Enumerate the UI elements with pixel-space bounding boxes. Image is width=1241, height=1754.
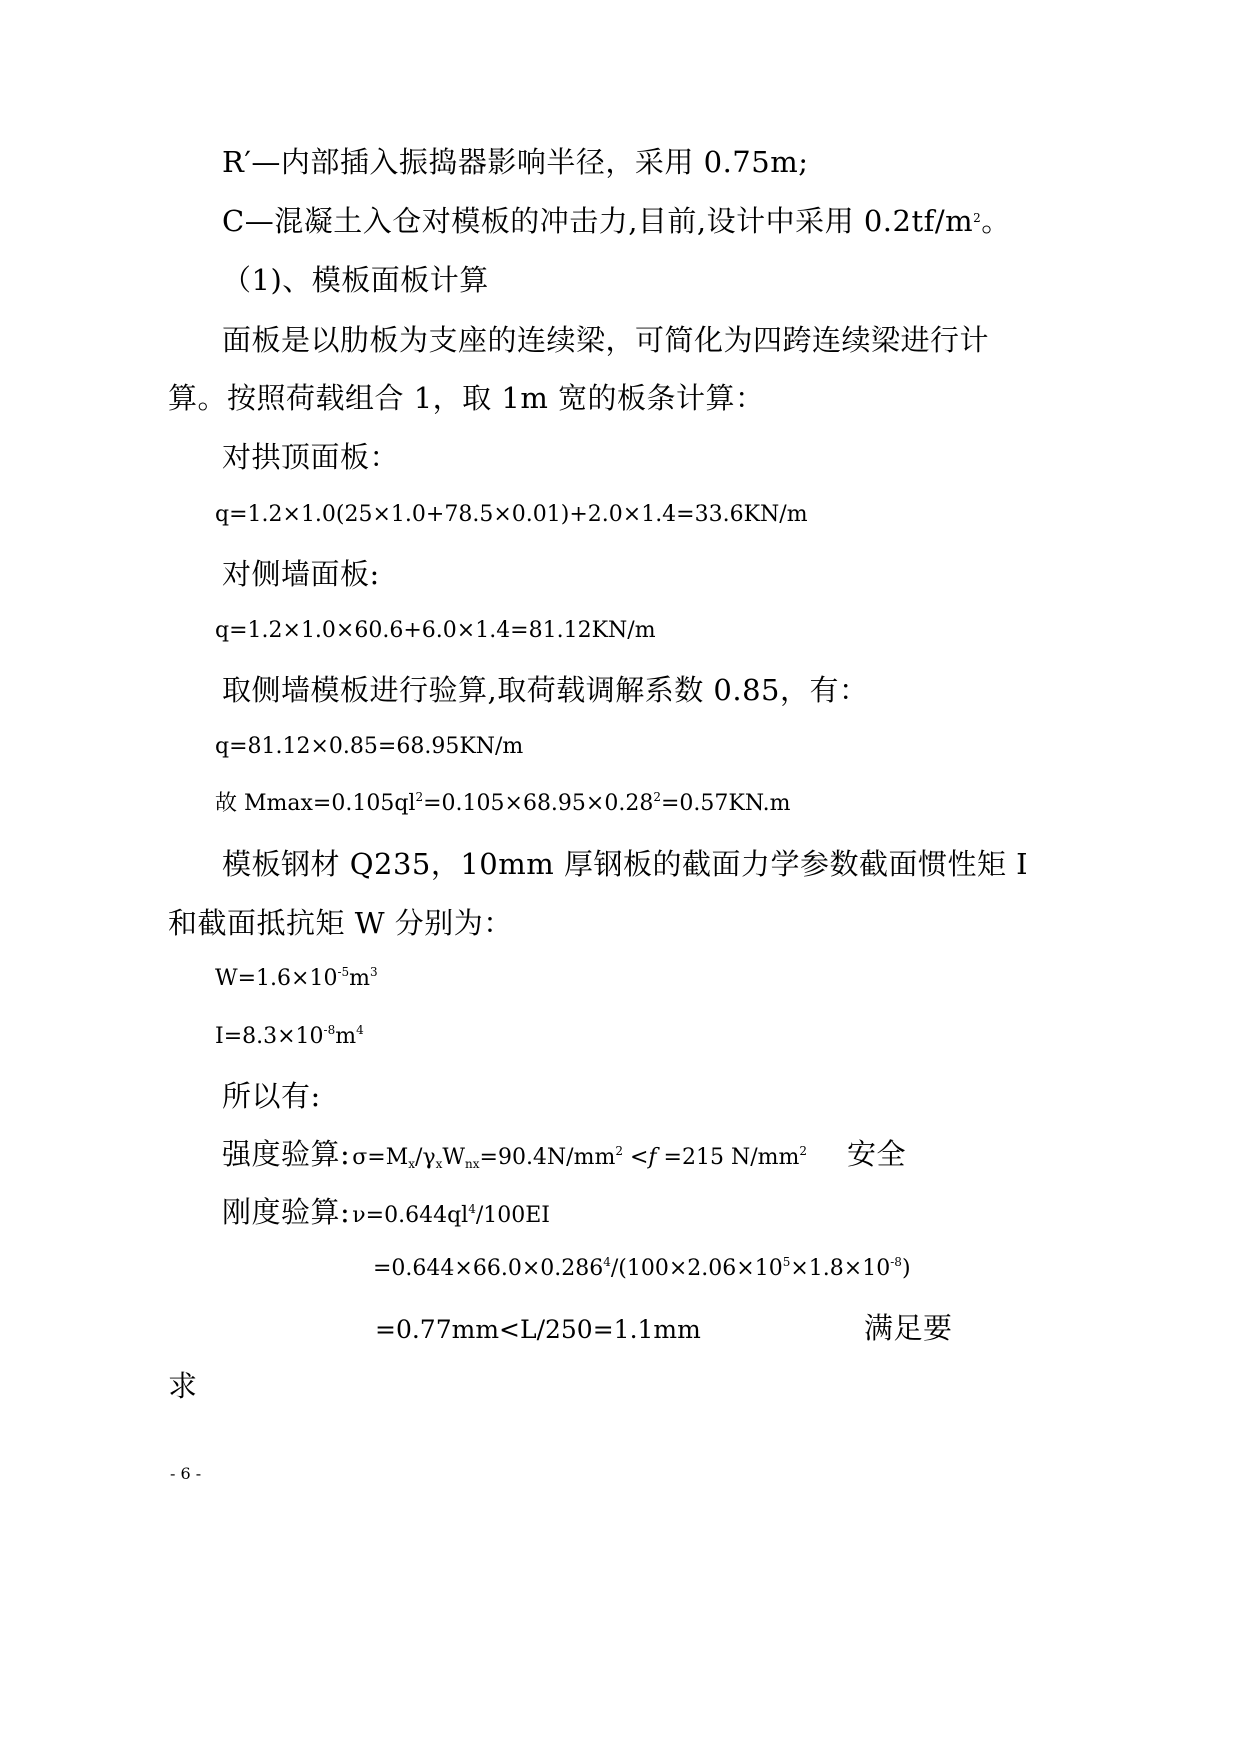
stiffness-calc-part-c: ×1.8×10 xyxy=(790,1256,891,1281)
strength-check-label: 强度验算: xyxy=(222,1137,351,1171)
stiffness-calculation xyxy=(373,1255,911,1281)
equation-max-moment-sup-2: 2 xyxy=(653,790,661,804)
strength-sub-3: nx xyxy=(465,1157,480,1171)
page-number xyxy=(170,1466,201,1482)
stiffness-result xyxy=(375,1317,701,1342)
paragraph-2-line-2-text: 和截面抵抗矩 W 分别为： xyxy=(168,906,513,940)
equation-section-modulus xyxy=(215,965,378,991)
equation-i-part-1: I=8.3×10 xyxy=(215,1024,324,1049)
page-number-text: - 6 - xyxy=(170,1464,202,1483)
stiffness-calc-sup-1: 4 xyxy=(603,1255,611,1269)
stiffness-calc-sup-2: 5 xyxy=(782,1255,791,1269)
equation-i-sup-1: -8 xyxy=(323,1023,336,1037)
equation-w-part-2: m xyxy=(349,966,371,991)
equation-adjusted-load-text: q=81.12×0.85=68.95KN/m xyxy=(215,734,524,759)
check-description xyxy=(222,673,869,707)
meets-requirement-text: 满足要 xyxy=(864,1311,953,1345)
strength-part-e: < xyxy=(622,1145,649,1170)
meets-requirement-continued xyxy=(168,1369,198,1403)
paragraph-1-line-1 xyxy=(222,323,990,357)
stiffness-check xyxy=(222,1195,550,1229)
section-heading-text: （1)、模板面板计算 xyxy=(222,263,489,297)
equation-w-sup-1: -5 xyxy=(337,965,350,979)
arch-panel-label xyxy=(222,440,400,474)
equation-side-load xyxy=(215,620,656,642)
equation-w-part-1: W=1.6×10 xyxy=(215,966,338,991)
strength-sub-2: x xyxy=(435,1157,443,1171)
stiffness-check-label: 刚度验算: xyxy=(222,1195,351,1229)
strength-f-symbol: f xyxy=(648,1145,657,1170)
equation-arch-load xyxy=(215,504,808,526)
stiffness-part-a: ν=0.644ql xyxy=(352,1203,469,1228)
strength-sup-1: 2 xyxy=(615,1144,623,1158)
equation-side-load-text: q=1.2×1.0×60.6+6.0×1.4=81.12KN/m xyxy=(215,618,656,643)
equation-max-moment-part-3: =0.57KN.m xyxy=(660,791,791,816)
equation-max-moment xyxy=(215,790,791,816)
side-wall-panel-label xyxy=(222,557,380,591)
meets-requirement-label xyxy=(864,1311,953,1345)
stiffness-calc-part-d: ) xyxy=(901,1256,911,1281)
equation-max-moment-part-2: =0.105×68.95×0.28 xyxy=(423,791,654,816)
side-wall-panel-label-text: 对侧墙面板: xyxy=(222,557,380,591)
equation-adjusted-load xyxy=(215,736,523,758)
strength-sub-1: x xyxy=(408,1157,416,1171)
paragraph-1-line-2-text: 算。按照荷载组合 1，取 1m 宽的板条计算： xyxy=(168,381,765,415)
therefore-text: 所以有: xyxy=(222,1079,321,1113)
equation-max-moment-sup-1: 2 xyxy=(415,790,424,804)
stiffness-calc-part-b: /(100×2.06×10 xyxy=(610,1256,783,1281)
safe-label xyxy=(847,1137,907,1171)
therefore-line xyxy=(222,1079,321,1113)
strength-part-g: =215 N/mm xyxy=(656,1145,800,1170)
equation-moment-of-inertia xyxy=(215,1023,364,1049)
safe-label-text: 安全 xyxy=(847,1137,907,1171)
paragraph-2-line-1 xyxy=(222,847,1029,881)
definition-c-superscript: 2 xyxy=(973,211,982,225)
strength-check-formula xyxy=(352,1145,807,1170)
stiffness-part-b: /100EI xyxy=(475,1203,550,1228)
stiffness-calc-sup-3: -8 xyxy=(890,1255,902,1269)
section-heading xyxy=(222,263,489,297)
paragraph-2-line-1-text: 模板钢材 Q235，10mm 厚钢板的截面力学参数截面惯性矩 I xyxy=(222,847,1029,881)
paragraph-1-line-2 xyxy=(168,381,765,415)
arch-panel-label-text: 对拱顶面板： xyxy=(222,440,400,474)
strength-check xyxy=(222,1137,807,1171)
equation-w-sup-2: 3 xyxy=(370,965,378,979)
check-description-text: 取侧墙模板进行验算,取荷载调解系数 0.85，有： xyxy=(222,673,869,707)
definition-c xyxy=(222,204,1011,238)
paragraph-1-line-1-text: 面板是以肋板为支座的连续梁，可简化为四跨连续梁进行计 xyxy=(222,323,990,357)
strength-part-d: =90.4N/mm xyxy=(479,1145,616,1170)
strength-part-a: σ=M xyxy=(352,1145,409,1170)
definition-c-period: 。 xyxy=(981,204,1011,238)
equation-i-part-2: m xyxy=(335,1024,357,1049)
stiffness-result-text: =0.77mm<L/250=1.1mm xyxy=(375,1315,701,1344)
strength-part-c: W xyxy=(442,1145,466,1170)
equation-arch-load-text: q=1.2×1.0(25×1.0+78.5×0.01)+2.0×1.4=33.6KN/m xyxy=(215,502,808,527)
equation-max-moment-part-1: 故 Mmax=0.105ql xyxy=(215,791,416,816)
meets-requirement-continued-text: 求 xyxy=(168,1369,198,1403)
paragraph-2-line-2 xyxy=(168,906,513,940)
stiffness-check-formula xyxy=(352,1203,550,1228)
strength-part-b: /γ xyxy=(415,1145,436,1170)
definition-r-prime-text: R′—内部插入振捣器影响半径，采用 0.75m; xyxy=(222,145,809,179)
stiffness-calc-part-a: =0.644×66.0×0.286 xyxy=(373,1256,604,1281)
strength-sup-2: 2 xyxy=(799,1144,807,1158)
stiffness-sup-1: 4 xyxy=(468,1202,476,1216)
equation-i-sup-2: 4 xyxy=(356,1023,364,1037)
definition-r-prime xyxy=(222,145,809,179)
definition-c-text: C—混凝土入仓对模板的冲击力,目前,设计中采用 0.2tf/m xyxy=(222,204,974,238)
